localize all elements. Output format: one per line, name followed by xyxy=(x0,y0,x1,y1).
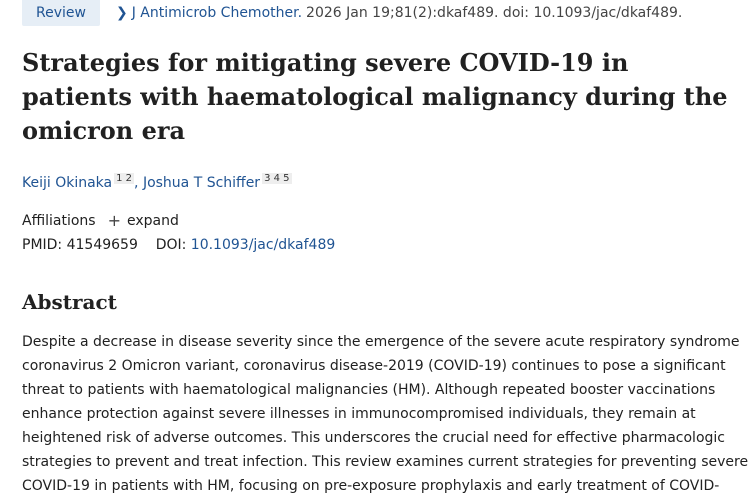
abstract-heading: Abstract xyxy=(22,290,117,314)
expand-label: expand xyxy=(127,212,179,229)
expand-affiliations-button[interactable] xyxy=(108,211,179,230)
affiliation-refs[interactable]: 1 2 xyxy=(116,173,133,184)
affiliation-refs[interactable]: 3 4 5 xyxy=(264,173,290,184)
pmid-label: PMID: xyxy=(22,237,63,253)
affiliations-label: Affiliations xyxy=(22,212,96,229)
doi-link[interactable]: 10.1093/jac/dkaf489 xyxy=(190,237,336,253)
article-identifiers xyxy=(22,237,335,253)
abstract-line: strategies to prevent and treat infection. This review examines current strategies for preventing severe xyxy=(22,454,749,470)
article-meta-row xyxy=(22,0,682,26)
citation xyxy=(116,5,682,21)
authors-list xyxy=(22,173,292,191)
pmid-value: 41549659 xyxy=(66,237,138,253)
journal-link[interactable]: J Antimicrob Chemother. xyxy=(131,5,303,21)
chevron-right-icon[interactable]: ❯ xyxy=(115,5,128,21)
doi-label: DOI: xyxy=(155,237,187,253)
author-link[interactable]: Joshua T Schiffer xyxy=(142,175,261,191)
citation-details: 2026 Jan 19;81(2):dkaf489. doi: 10.1093/jac/dkaf489. xyxy=(306,5,683,21)
author-separator: , xyxy=(134,175,139,191)
abstract-line: coronavirus 2 Omicron variant, coronavirus disease-2019 (COVID-19) continues to pose a significant xyxy=(22,358,726,374)
abstract-line: heightened risk of adverse outcomes. This underscores the crucial need for effective pharmacologic xyxy=(22,430,725,446)
author-link[interactable]: Keiji Okinaka xyxy=(22,175,113,191)
abstract-line: threat to patients with haematological malignancies (HM). Although repeated booster vaccinations xyxy=(22,382,716,398)
abstract-text xyxy=(22,330,749,498)
article-title: Strategies for mitigating severe COVID-19 in patients with haematological malignancy during the omicron era xyxy=(22,48,728,145)
abstract-line: COVID-19 in patients with HM, focusing on pre-exposure prophylaxis and early treatment of COVID- xyxy=(22,478,720,494)
affiliations-toggle xyxy=(22,211,179,230)
abstract-line: enhance protection against severe illnesses in immunocompromised individuals, they remain at xyxy=(22,406,696,422)
publication-type-badge: Review xyxy=(22,0,100,26)
abstract-line: Despite a decrease in disease severity since the emergence of the severe acute respiratory syndrome xyxy=(22,334,740,350)
plus-icon: + xyxy=(107,211,121,230)
